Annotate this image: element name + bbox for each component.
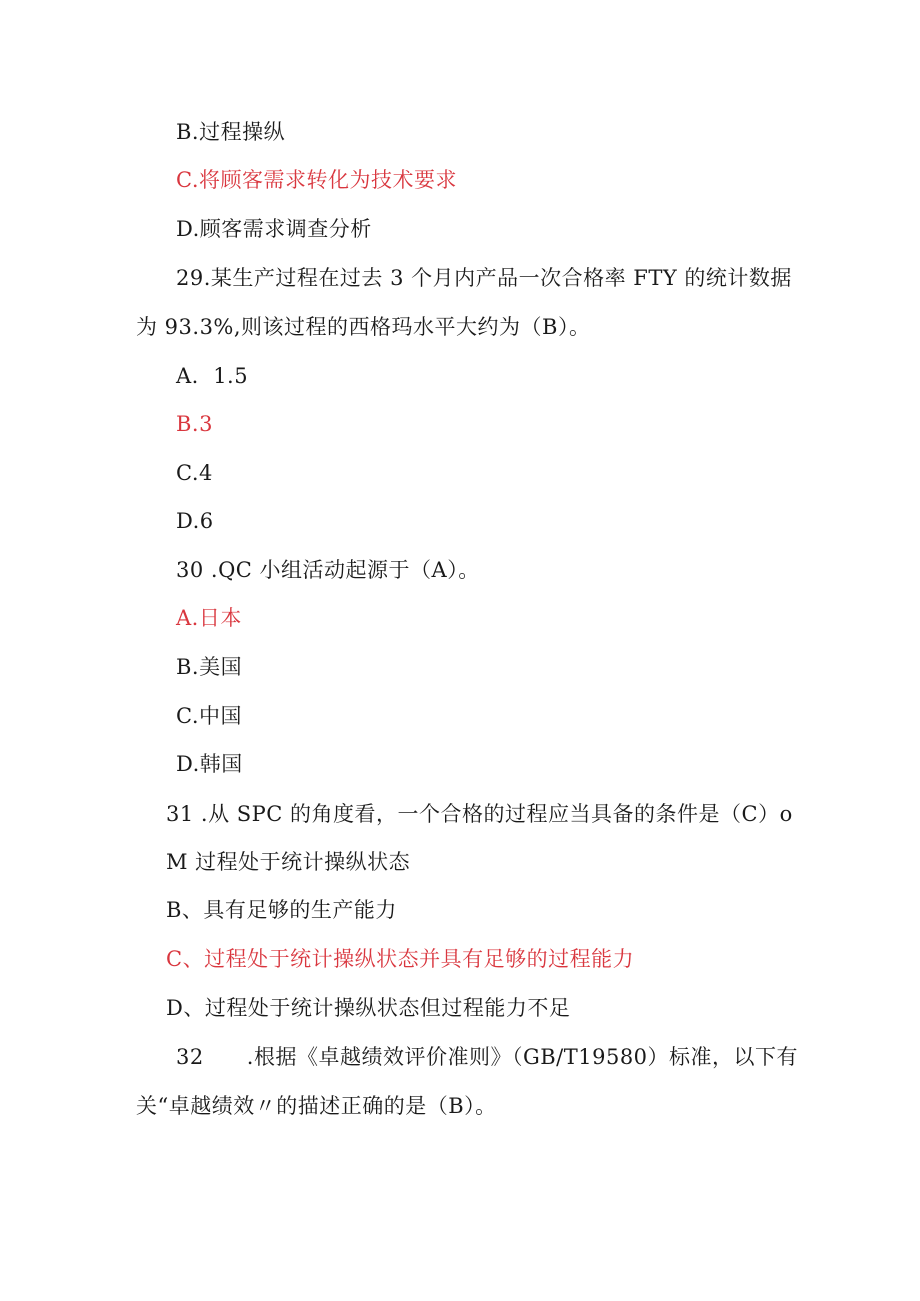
question-31-option-a: M 过程处于统计操纵状态 <box>166 850 411 874</box>
question-30-option-b: B.美国 <box>176 655 243 679</box>
question-29-option-a: A. 1.5 <box>176 364 249 388</box>
question-29-option-b-answer: B.3 <box>176 412 213 436</box>
question-31-stem: 31 .从 SPC 的角度看，一个合格的过程应当具备的条件是（C）o <box>166 802 793 826</box>
question-30-option-d: D.韩国 <box>176 752 243 776</box>
option-b-process-control: B.过程操纵 <box>176 120 286 144</box>
question-29-stem-line-1: 29.某生产过程在过去 3 个月内产品一次合格率 FTY 的统计数据 <box>176 266 792 290</box>
question-31-option-d: D、过程处于统计操纵状态但过程能力不足 <box>166 996 571 1020</box>
option-d-customer-survey: D.顾客需求调查分析 <box>176 217 372 241</box>
question-30-option-a-answer: A.日本 <box>176 606 242 630</box>
question-29-stem-line-2: 为 93.3%,则该过程的西格玛水平大约为（B）。 <box>136 315 591 339</box>
question-30-option-c: C.中国 <box>176 704 242 728</box>
question-29-option-d: D.6 <box>176 509 214 533</box>
question-31-option-b: B、具有足够的生产能力 <box>166 898 397 922</box>
option-c-answer-highlighted: C.将顾客需求转化为技术要求 <box>176 168 457 192</box>
question-30-stem: 30 .QC 小组活动起源于（A）。 <box>176 558 480 582</box>
question-29-option-c: C.4 <box>176 461 213 485</box>
question-31-option-c-answer: C、过程处于统计操纵状态并具有足够的过程能力 <box>166 947 635 971</box>
question-32-stem-line-1: 32 .根据《卓越绩效评价准则》（GB/T19580）标准，以下有 <box>176 1045 799 1069</box>
question-32-stem-line-2: 关“卓越绩效〃的描述正确的是（B）。 <box>136 1094 497 1118</box>
